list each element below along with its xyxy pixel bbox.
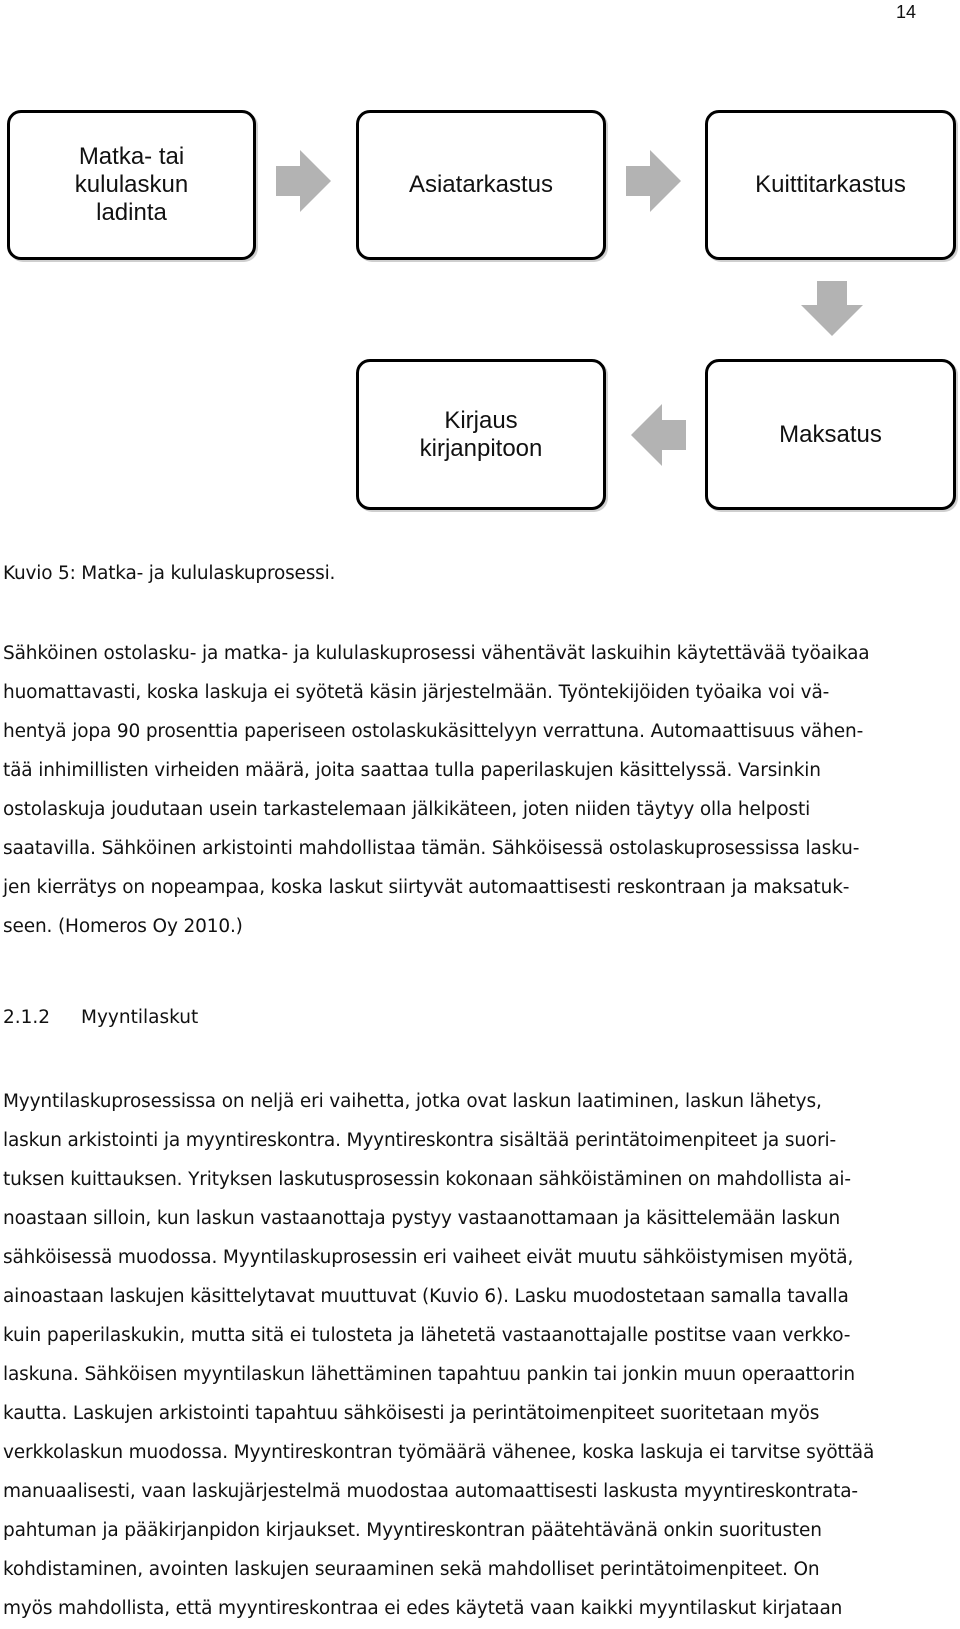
text-line: kuin paperilaskukin, mutta sitä ei tulosteta ja lähetetä vastaanottajalle postitse vaan verkko- xyxy=(3,1325,851,1346)
text-line: sähköisessä muodossa. Myyntilaskuprosessin eri vaiheet eivät muutu sähköistymisen myötä, xyxy=(3,1247,854,1268)
text-line: ainoastaan laskujen käsittelytavat muuttuvat (Kuvio 6). Lasku muodostetaan samalla tavalla xyxy=(3,1286,849,1307)
text-line: saatavilla. Sähköinen arkistointi mahdollistaa tämän. Sähköisessä ostolaskuprosessissa lasku- xyxy=(3,838,860,859)
process-step-label: Asiatarkastus xyxy=(408,171,554,198)
text-line: pahtuman ja pääkirjanpidon kirjaukset. Myyntireskontran päätehtävänä onkin suoritusten xyxy=(3,1520,822,1541)
process-step-label: Maksatus xyxy=(779,420,882,448)
process-step-label: Kirjaus kirjanpitoon xyxy=(419,406,543,462)
text-line: ostolaskuja joudutaan usein tarkastelemaan jälkikäteen, joten niiden täytyy olla helposti xyxy=(3,799,811,820)
process-step-payment xyxy=(705,359,956,510)
process-step-bookkeeping-entry xyxy=(356,359,606,510)
arrow-right-icon xyxy=(626,150,682,212)
text-line: laskun arkistointi ja myyntireskontra. Myyntireskontra sisältää perintätoimenpiteet ja suori- xyxy=(3,1130,837,1151)
arrow-right-icon xyxy=(276,150,332,212)
text-line: jen kierrätys on nopeampaa, koska laskut siirtyvät automaattisesti reskontraan ja maksatuk- xyxy=(3,877,850,898)
process-step-travel-expense-invoice xyxy=(7,110,256,260)
arrow-down-icon xyxy=(801,281,863,337)
text-line: hentyä jopa 90 prosenttia paperiseen ostolaskukäsittelyyn verrattuna. Automaattisuus vähen- xyxy=(3,721,864,742)
section-number: 2.1.2 xyxy=(3,1007,51,1028)
text-line: verkkolaskun muodossa. Myyntireskontran työmäärä vähenee, koska laskuja ei tarvitse syöttää xyxy=(3,1442,875,1463)
section-heading xyxy=(3,1007,198,1028)
arrow-left-icon xyxy=(630,404,686,466)
figure-caption: Kuvio 5: Matka- ja kululaskuprosessi. xyxy=(3,563,336,584)
process-step-receipt-check xyxy=(705,110,956,260)
text-line: kautta. Laskujen arkistointi tapahtuu sähköisesti ja perintätoimenpiteet suoritetaan myös xyxy=(3,1403,820,1424)
text-line: Myyntilaskuprosessissa on neljä eri vaihetta, jotka ovat laskun laatiminen, laskun lähetys, xyxy=(3,1091,822,1112)
text-line: myös mahdollista, että myyntireskontraa ei edes käytetä vaan kaikki myyntilaskut kirjataan xyxy=(3,1598,843,1619)
process-step-content-review xyxy=(356,110,606,260)
text-line: laskuna. Sähköisen myyntilaskun lähettäminen tapahtuu pankin tai jonkin muun operaattorin xyxy=(3,1364,855,1385)
text-line: tää inhimillisten virheiden määrä, joita saattaa tulla paperilaskujen käsittelyssä. Varsinkin xyxy=(3,760,821,781)
text-line: manuaalisesti, vaan laskujärjestelmä muodostaa automaattisesti laskusta myyntireskontrata- xyxy=(3,1481,858,1502)
process-step-label: Kuittitarkastus xyxy=(755,171,906,198)
section-title: Myyntilaskut xyxy=(81,1007,199,1028)
text-line: huomattavasti, koska laskuja ei syötetä käsin järjestelmään. Työntekijöiden työaika voi vä- xyxy=(3,682,830,703)
paragraph-sales-invoices xyxy=(3,1082,959,1628)
page-number: 14 xyxy=(895,2,916,22)
text-line: kohdistaminen, avointen laskujen seuraaminen sekä mahdolliset perintätoimenpiteet. On xyxy=(3,1559,820,1580)
process-step-label: Matka- tai kululaskun ladinta xyxy=(74,143,189,226)
text-line: Sähköinen ostolasku- ja matka- ja kululaskuprosessi vähentävät laskuihin käytettävää työaikaa xyxy=(3,643,870,664)
paragraph-electronic-invoicing xyxy=(3,634,959,946)
text-line: seen. (Homeros Oy 2010.) xyxy=(3,916,243,937)
text-line: noastaan silloin, kun laskun vastaanottaja pystyy vastaanottamaan ja käsittelemään laskun xyxy=(3,1208,841,1229)
text-line: tuksen kuittauksen. Yrityksen laskutusprosessin kokonaan sähköistäminen on mahdollista ai- xyxy=(3,1169,851,1190)
